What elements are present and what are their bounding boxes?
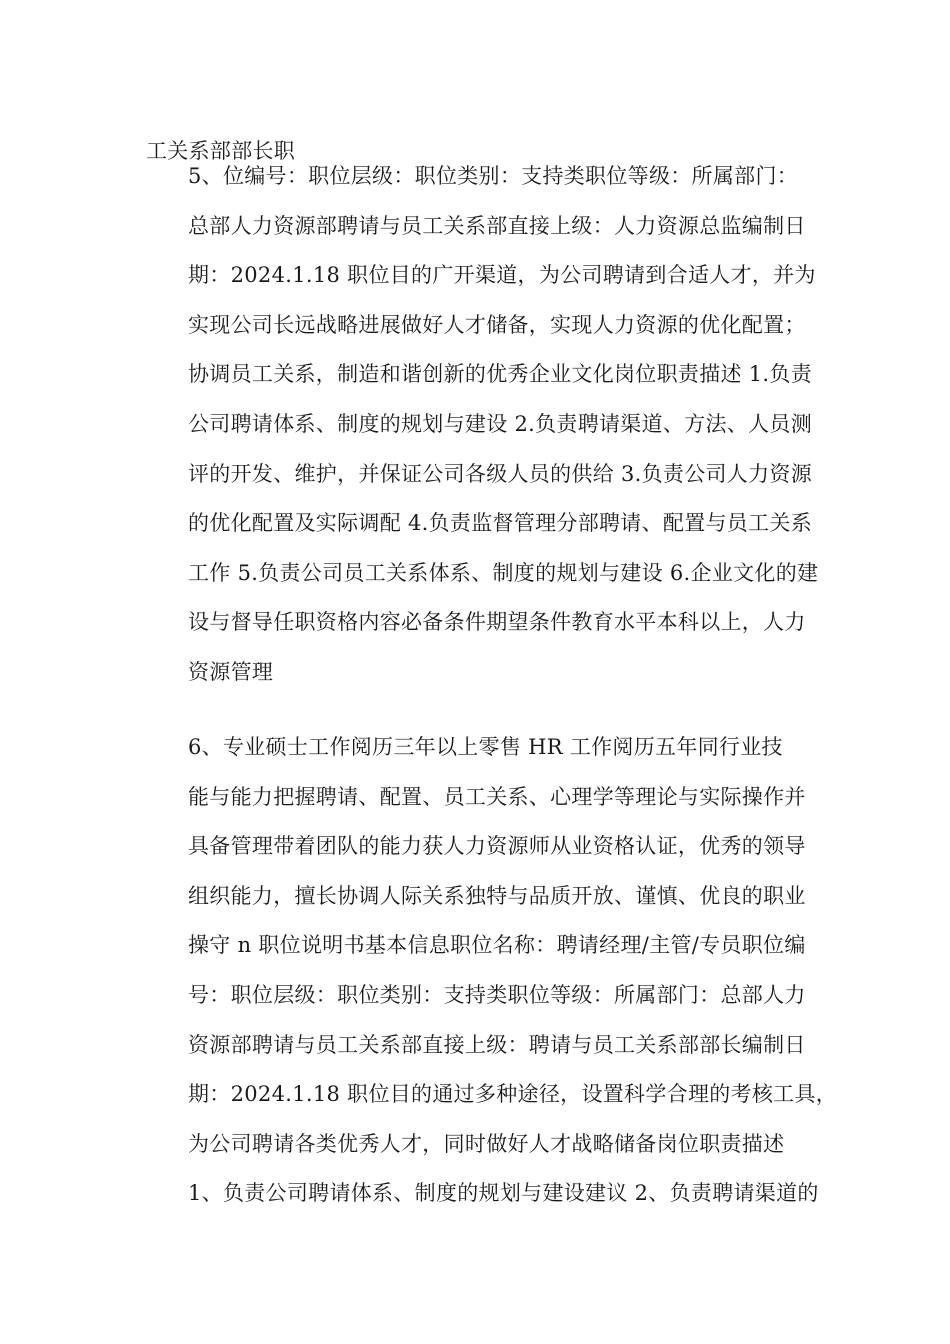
text-line: 具备管理带着团队的能力获人力资源师从业资格认证，优秀的领导	[188, 834, 806, 859]
text-line: 工作 5.负责公司员工关系体系、制度的规划与建设 6.企业文化的建	[188, 560, 819, 585]
text-line: 期：2024.1.18 职位目的通过多种途径，设置科学合理的考核工具，	[188, 1082, 838, 1107]
text-line: 为公司聘请各类优秀人才，同时做好人才战略储备岗位职责描述	[188, 1131, 785, 1156]
text-line: 设与督导任职资格内容必备条件期望条件教育水平本科以上，人力	[188, 610, 806, 635]
text-line: 工关系部部长职	[146, 139, 296, 163]
paragraph-item-5	[146, 152, 819, 698]
text-line: 操守 n 职位说明书基本信息职位名称：聘请经理/主管/专员职位编	[188, 933, 806, 958]
text-line: 的优化配置及实际调配 4.负责监督管理分部聘请、配置与员工关系	[188, 511, 813, 536]
text-line: 能与能力把握聘请、配置、员工关系、心理学等理论与实际操作并	[188, 784, 806, 809]
text-line: 1、负责公司聘请体系、制度的规划与建设建议 2、负责聘请渠道的	[188, 1181, 819, 1206]
text-line: 资源部聘请与员工关系部直接上级：聘请与员工关系部部长编制日	[188, 1032, 806, 1057]
text-line: 5、位编号：职位层级：职位类别：支持类职位等级：所属部门：	[188, 164, 799, 188]
text-line: 实现公司长远战略进展做好人才储备，实现人力资源的优化配置；	[188, 312, 806, 337]
text-line: 总部人力资源部聘请与员工关系部直接上级：人力资源总监编制日	[188, 213, 806, 238]
text-line: 公司聘请体系、制度的规划与建设 2.负责聘请渠道、方法、人员测	[188, 411, 813, 436]
text-line: 6、专业硕士工作阅历三年以上零售 HR 工作阅历五年同行业技	[188, 735, 783, 759]
text-line: 期：2024.1.18 职位目的广开渠道，为公司聘请到合适人才，并为	[188, 263, 816, 288]
text-line: 组织能力，擅长协调人际关系独特与品质开放、谨慎、优良的职业	[188, 883, 806, 908]
text-line: 资源管理	[188, 659, 274, 684]
text-line: 号：职位层级：职位类别：支持类职位等级：所属部门：总部人力	[188, 982, 806, 1007]
paragraph-item-6	[146, 723, 838, 1219]
text-line: 协调员工关系，制造和谐创新的优秀企业文化岗位职责描述 1.负责	[188, 362, 813, 387]
text-line: 评的开发、维护，并保证公司各级人员的供给 3.负责公司人力资源	[188, 461, 813, 486]
